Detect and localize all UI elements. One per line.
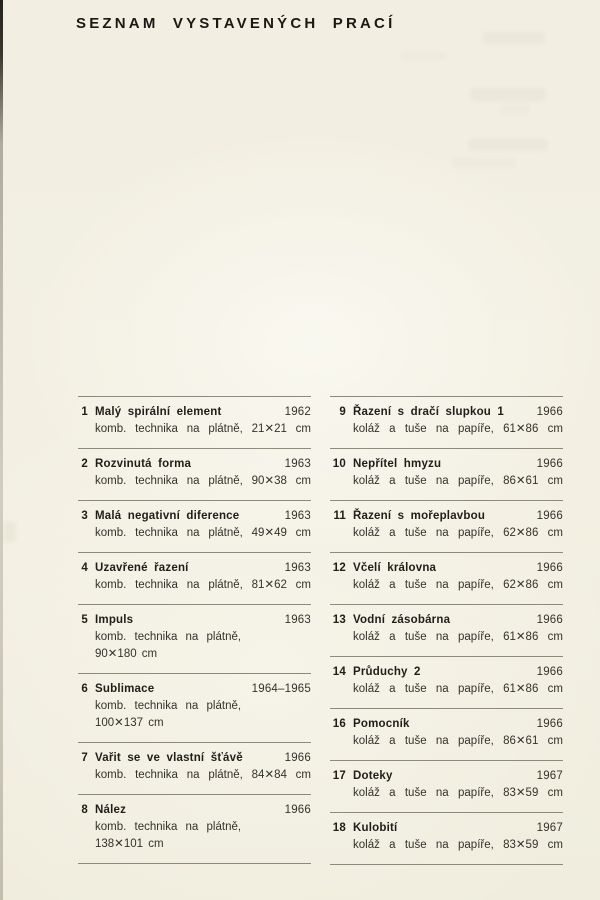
entry-year: 1967 xyxy=(536,822,563,834)
entry-title: Kulobití xyxy=(353,822,398,834)
bleedthrough-mark xyxy=(470,88,546,101)
entry-detail: komb. technika na plátně, 49✕49 cm xyxy=(95,527,311,539)
entry-title: Řazení s dračí slupkou 1 xyxy=(353,406,505,418)
entry-year: 1963 xyxy=(284,510,311,522)
entry-title: Nález xyxy=(95,804,127,816)
entry-detail: koláž a tuše na papíře, 86✕61 cm xyxy=(353,475,563,487)
entry-title: Impuls xyxy=(95,614,134,626)
entry-head xyxy=(330,560,563,577)
entry-title: Nepřítel hmyzu xyxy=(353,458,442,470)
entry-detail: koláž a tuše na papíře, 83✕59 cm xyxy=(353,839,563,851)
bleedthrough-mark xyxy=(500,105,530,114)
list-item xyxy=(330,448,563,500)
entry-number: 4 xyxy=(81,562,88,574)
entry-detail: komb. technika na plátně, 84✕84 cm xyxy=(95,769,311,781)
list-item xyxy=(330,552,563,604)
entry-number: 2 xyxy=(81,458,88,470)
page-title: SEZNAM VYSTAVENÝCH PRACÍ xyxy=(76,15,396,32)
entry-number: 10 xyxy=(332,458,346,470)
list-item xyxy=(330,760,563,812)
list-item xyxy=(330,604,563,656)
list-item xyxy=(78,673,311,742)
entry-year: 1963 xyxy=(284,458,311,470)
entry-head xyxy=(330,456,563,473)
entry-head xyxy=(78,802,311,819)
entry-year: 1966 xyxy=(284,752,311,764)
entry-title: Sublimace xyxy=(95,683,155,695)
entry-number: 12 xyxy=(332,562,346,574)
work-list-column-right xyxy=(330,396,563,865)
entry-title: Vodní zásobárna xyxy=(353,614,451,626)
entry-head xyxy=(78,681,311,698)
entry-title: Malá negativní diference xyxy=(95,510,240,522)
entry-year: 1964–1965 xyxy=(251,683,311,695)
entry-detail: komb. technika na plátně, 90✕38 cm xyxy=(95,475,311,487)
entry-detail: koláž a tuše na papíře, 61✕86 cm xyxy=(353,631,563,643)
list-item xyxy=(330,812,563,864)
list-item xyxy=(78,500,311,552)
entry-year: 1962 xyxy=(284,406,311,418)
entry-number: 5 xyxy=(81,614,88,626)
entry-year: 1967 xyxy=(536,770,563,782)
entry-detail: koláž a tuše na papíře, 62✕86 cm xyxy=(353,527,563,539)
entry-head xyxy=(330,664,563,681)
entry-number: 1 xyxy=(81,406,88,418)
scan-left-edge xyxy=(0,0,3,900)
entry-year: 1966 xyxy=(536,666,563,678)
entry-number: 18 xyxy=(332,822,346,834)
list-item xyxy=(78,604,311,673)
entry-detail: koláž a tuše na papíře, 83✕59 cm xyxy=(353,787,563,799)
entry-title: Rozvinutá forma xyxy=(95,458,192,470)
entry-number: 11 xyxy=(333,510,346,522)
entry-year: 1966 xyxy=(536,718,563,730)
entry-detail: koláž a tuše na papíře, 61✕86 cm xyxy=(353,423,563,435)
list-item xyxy=(330,656,563,708)
entry-detail: komb. technika na plátně, 81✕62 cm xyxy=(95,579,311,591)
entry-number: 14 xyxy=(332,666,346,678)
list-item xyxy=(78,396,311,448)
entry-detail: komb. technika na plátně, 90✕180 cm xyxy=(95,631,242,660)
entry-head xyxy=(330,716,563,733)
entry-head xyxy=(330,820,563,837)
list-item xyxy=(330,708,563,760)
entry-head xyxy=(330,508,563,525)
entry-number: 13 xyxy=(332,614,346,626)
list-item xyxy=(78,552,311,604)
entry-head xyxy=(330,768,563,785)
entry-head xyxy=(78,750,311,767)
entry-head xyxy=(78,508,311,525)
list-item xyxy=(330,396,563,448)
entry-detail: koláž a tuše na papíře, 62✕86 cm xyxy=(353,579,563,591)
entry-head xyxy=(330,404,563,421)
entry-title: Malý spirální element xyxy=(95,406,222,418)
entry-number: 9 xyxy=(339,406,346,418)
entry-year: 1966 xyxy=(536,510,563,522)
entry-detail: komb. technika na plátně, 100✕137 cm xyxy=(95,700,242,729)
entry-number: 8 xyxy=(81,804,88,816)
entry-number: 16 xyxy=(332,718,346,730)
work-list-column-left xyxy=(78,396,311,864)
entry-number: 6 xyxy=(81,683,88,695)
entry-year: 1966 xyxy=(536,406,563,418)
entry-detail: komb. technika na plátně, 21✕21 cm xyxy=(95,423,311,435)
list-item xyxy=(78,448,311,500)
entry-year: 1966 xyxy=(536,458,563,470)
entry-detail: komb. technika na plátně, 138✕101 cm xyxy=(95,821,242,850)
entry-title: Průduchy 2 xyxy=(353,666,421,678)
paper-smudge xyxy=(3,522,16,542)
entry-number: 7 xyxy=(81,752,88,764)
entry-number: 3 xyxy=(81,510,88,522)
list-item xyxy=(78,794,311,863)
entry-detail: koláž a tuše na papíře, 86✕61 cm xyxy=(353,735,563,747)
entry-year: 1963 xyxy=(284,562,311,574)
entry-title: Včelí královna xyxy=(353,562,437,574)
bleedthrough-mark xyxy=(468,139,548,151)
entry-detail: koláž a tuše na papíře, 61✕86 cm xyxy=(353,683,563,695)
entry-year: 1966 xyxy=(536,614,563,626)
entry-head xyxy=(330,612,563,629)
list-item xyxy=(78,742,311,794)
entry-head xyxy=(78,560,311,577)
bleedthrough-mark xyxy=(400,52,446,60)
bleedthrough-mark xyxy=(483,32,545,44)
entry-year: 1966 xyxy=(284,804,311,816)
entry-head xyxy=(78,456,311,473)
entry-title: Vařit se ve vlastní šťávě xyxy=(95,752,243,764)
entry-year: 1963 xyxy=(284,614,311,626)
entry-head xyxy=(78,612,311,629)
bleedthrough-mark xyxy=(452,158,516,168)
entry-title: Řazení s mořeplavbou xyxy=(353,510,486,522)
list-item xyxy=(330,500,563,552)
work-list xyxy=(78,396,563,865)
entry-year: 1966 xyxy=(536,562,563,574)
entry-number: 17 xyxy=(332,770,346,782)
entry-title: Doteky xyxy=(353,770,393,782)
entry-head xyxy=(78,404,311,421)
entry-title: Pomocník xyxy=(353,718,410,730)
entry-title: Uzavřené řazení xyxy=(95,562,189,574)
